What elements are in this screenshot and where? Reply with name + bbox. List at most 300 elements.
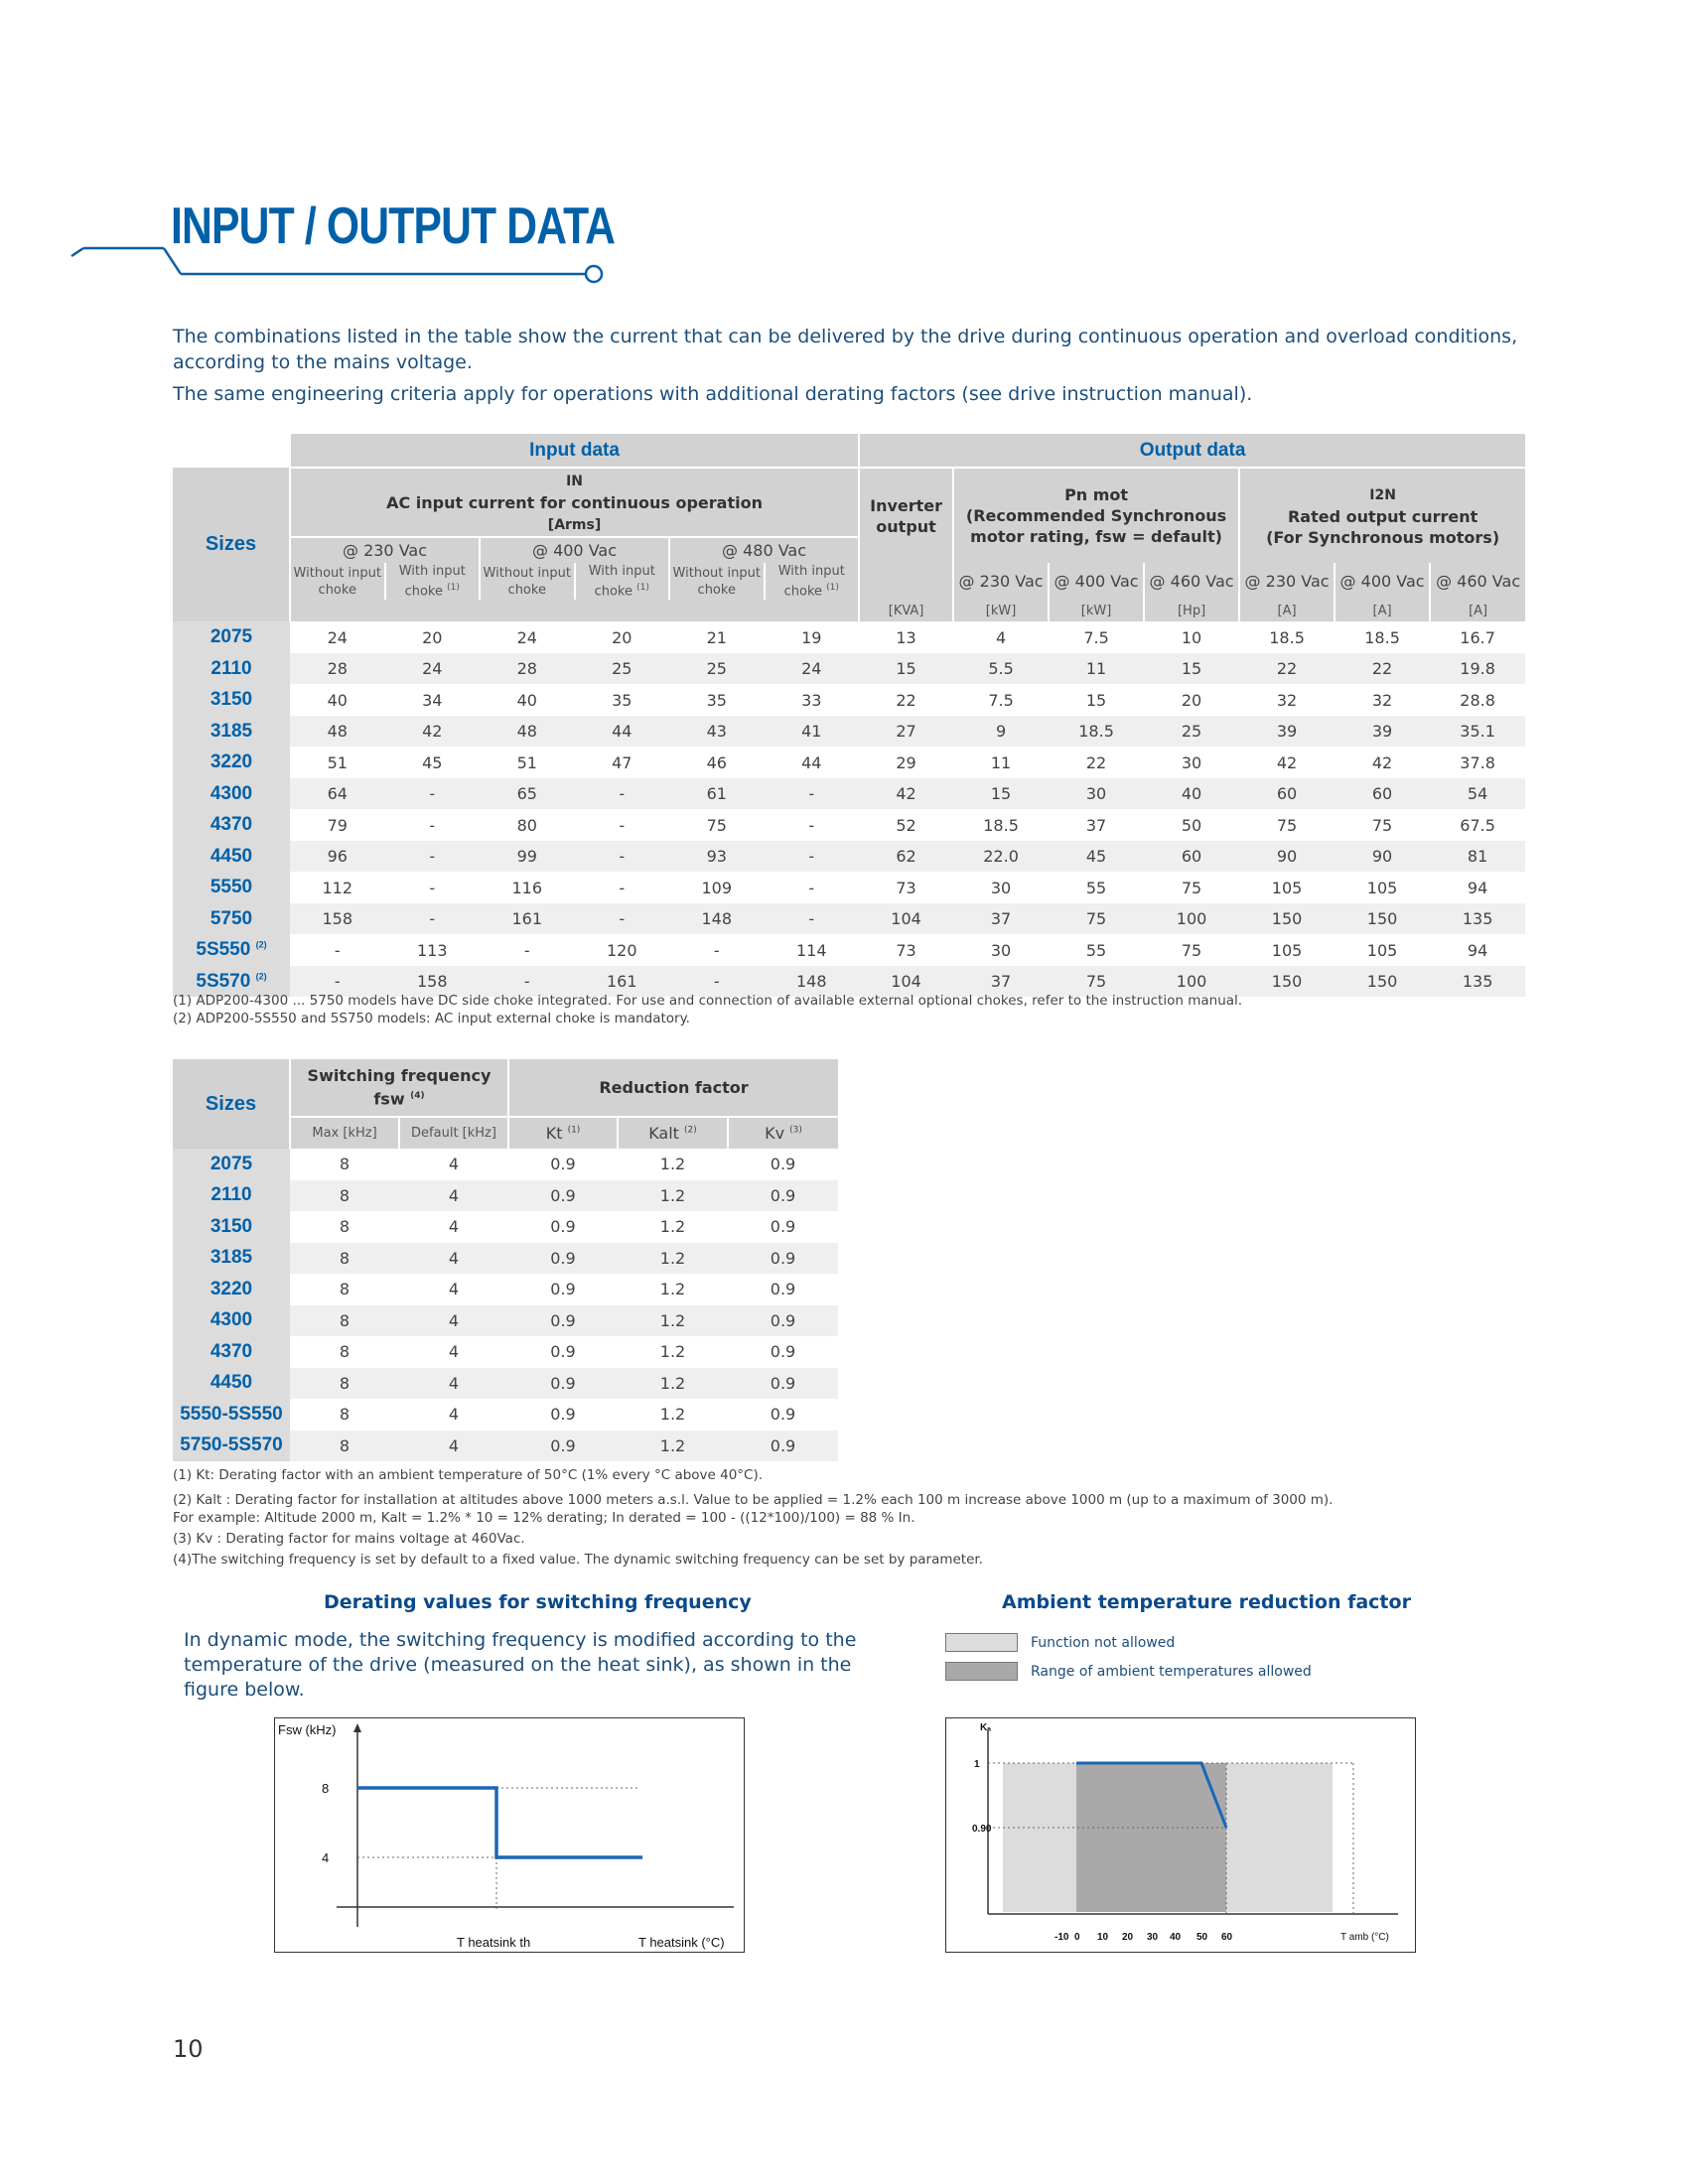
value-cell: 94	[1467, 878, 1488, 897]
i2n-title: I2N	[1369, 487, 1396, 503]
value-cell: 39	[1335, 716, 1430, 748]
value-cell: -	[765, 841, 860, 873]
table-row	[173, 1149, 838, 1180]
value-cell: 64	[290, 778, 385, 810]
pn-mot-title: Pn mot	[1064, 485, 1129, 504]
value-cell: 75	[1276, 815, 1298, 835]
value-cell: 75	[1049, 903, 1144, 935]
in-unit: [Arms]	[547, 516, 602, 533]
max-khz-header: Max [kHz]	[290, 1117, 399, 1149]
legend-swatch-not-allowed	[945, 1633, 1018, 1652]
size-cell: 3185	[173, 1243, 290, 1275]
table-row	[173, 934, 1525, 966]
unit-a-460: [A]	[1430, 600, 1525, 621]
value-cell: -	[808, 815, 815, 835]
y-tick-1: 1	[974, 1759, 980, 1770]
in-400-header: @ 400 Vac	[480, 537, 669, 563]
value-cell: 24	[765, 653, 860, 685]
value-cell: 1.2	[618, 1180, 728, 1212]
value-cell: 148	[669, 903, 765, 935]
value-cell: 0.9	[770, 1280, 796, 1299]
value-cell: 67.5	[1460, 815, 1495, 835]
value-cell: 44	[575, 716, 670, 748]
value-cell: 0.9	[728, 1305, 838, 1337]
value-cell: -	[429, 815, 436, 835]
value-cell: 1.2	[618, 1368, 728, 1400]
value-cell: 75	[1371, 815, 1393, 835]
legend-not-allowed: Function not allowed	[1031, 1635, 1176, 1651]
value-cell: 4	[399, 1431, 508, 1462]
value-cell: 99	[480, 841, 575, 873]
value-cell: 93	[669, 841, 765, 873]
value-cell: 0.9	[550, 1342, 576, 1362]
value-cell: 39	[1239, 716, 1335, 748]
value-cell: 7.5	[1083, 627, 1109, 647]
table2-notes	[173, 1466, 1563, 1569]
value-cell: 75	[1049, 966, 1144, 998]
size-cell: 4450	[173, 1368, 290, 1400]
x-tick-label: 60	[1221, 1932, 1233, 1943]
unit-kw-230: [kW]	[953, 600, 1049, 621]
value-cell: 75	[1181, 878, 1202, 897]
value-cell: 105	[1366, 940, 1398, 960]
value-cell: 7.5	[988, 690, 1014, 710]
value-cell: 112	[322, 878, 353, 897]
in-480-header: @ 480 Vac	[669, 537, 859, 563]
value-cell: 20	[422, 627, 443, 647]
table-row	[173, 1431, 838, 1462]
value-cell: 10	[1181, 627, 1202, 647]
page-title: INPUT / OUTPUT DATA	[171, 198, 616, 255]
intro-text	[173, 324, 1543, 413]
unit-kva: [KVA]	[859, 600, 953, 621]
value-cell: 35	[706, 690, 727, 710]
size-cell: 5550-5S550	[173, 1399, 290, 1431]
switching-frequency-chart-svg	[275, 1718, 744, 1952]
value-cell: -	[385, 841, 481, 873]
value-cell: 100	[1144, 903, 1239, 935]
value-cell: 8	[290, 1368, 399, 1400]
value-cell: 15	[859, 653, 953, 685]
value-cell: 24	[516, 627, 537, 647]
value-cell: 0.9	[770, 1342, 796, 1362]
input-data-header: Input data	[290, 434, 859, 468]
value-cell: 4	[399, 1368, 508, 1400]
switching-frequency-table	[173, 1059, 838, 1461]
value-cell: 37	[953, 903, 1049, 935]
i2n-header	[1239, 468, 1525, 563]
value-cell: 25	[575, 653, 670, 685]
value-cell: -	[669, 966, 765, 998]
value-cell: 0.9	[728, 1243, 838, 1275]
kalt-header: Kalt $^{(2)}$	[618, 1117, 728, 1149]
table-row	[173, 872, 1525, 903]
x-tick-label: 10	[1097, 1932, 1109, 1943]
inverter-output-header: Inverter output	[859, 468, 953, 563]
value-cell: 25	[669, 653, 765, 685]
value-cell: 1.2	[659, 1155, 686, 1174]
value-cell: 35.1	[1430, 716, 1525, 748]
value-cell: 150	[1335, 903, 1430, 935]
value-cell: 50	[1181, 815, 1202, 835]
value-cell: 120	[606, 940, 637, 960]
size-cell: 3220	[173, 747, 290, 778]
fsw-axis-label: Fsw (kHz)	[278, 1722, 337, 1737]
value-cell: 0.9	[508, 1368, 618, 1400]
value-cell: -	[808, 878, 815, 897]
value-cell: 55	[1085, 878, 1107, 897]
unit-hp: [Hp]	[1144, 600, 1239, 621]
value-cell: 90	[1335, 841, 1430, 873]
value-cell: 18.5	[1364, 627, 1400, 647]
value-cell: 1.2	[659, 1217, 686, 1237]
value-cell: 24	[385, 653, 481, 685]
value-cell: -	[619, 815, 626, 835]
value-cell: -	[429, 878, 436, 897]
x-tick-label: 40	[1170, 1932, 1182, 1943]
value-cell: 0.9	[770, 1217, 796, 1237]
value-cell: 42	[1371, 752, 1393, 772]
ambient-title: Ambient temperature reduction factor	[1002, 1591, 1411, 1613]
derating-text: In dynamic mode, the switching frequency is modified according to the temperature of the drive (measured on the heat sink), as shown in the figure below.	[184, 1629, 857, 1701]
value-cell: 135	[1430, 966, 1525, 998]
value-cell: 8	[339, 1217, 351, 1237]
value-cell: 55	[1085, 940, 1107, 960]
table-row	[173, 653, 1525, 685]
table1-note-2: (2) ADP200-5S550 and 5S750 models: AC input external choke is mandatory.	[173, 1011, 690, 1026]
value-cell: 30	[990, 940, 1012, 960]
i2n-description-2: (For Synchronous motors)	[1266, 528, 1500, 547]
size-cell: 5S550 $^{(2)}$	[173, 934, 290, 966]
value-cell: 15	[953, 778, 1049, 810]
tick-4: 4	[322, 1850, 330, 1865]
value-cell: 73	[896, 940, 916, 960]
value-cell: 46	[706, 752, 727, 772]
value-cell: 60	[1144, 841, 1239, 873]
value-cell: -	[619, 878, 626, 897]
fsw-series-line	[357, 1788, 642, 1857]
value-cell: 150	[1239, 966, 1335, 998]
table-row	[173, 841, 1525, 873]
value-cell: 75	[1181, 940, 1202, 960]
value-cell: 60	[1335, 778, 1430, 810]
table2-note-3: For example: Altitude 2000 m, Kalt = 1.2% * 10 = 12% derating; In derated = 100 - ((12*100)/100) = 88 % In.	[173, 1510, 915, 1526]
value-cell: 1.2	[659, 1280, 686, 1299]
table-row	[173, 1274, 838, 1305]
y-tick-090: 0.90	[972, 1824, 992, 1835]
size-cell: 3220	[173, 1274, 290, 1305]
value-cell: 42	[1276, 752, 1298, 772]
table-row	[173, 1211, 838, 1243]
value-cell: 4	[448, 1155, 460, 1174]
value-cell: 30	[1181, 752, 1202, 772]
value-cell: 21	[706, 627, 727, 647]
value-cell: 42	[859, 778, 953, 810]
size-cell: 5550	[173, 872, 290, 903]
value-cell: -	[575, 903, 670, 935]
value-cell: 47	[612, 752, 633, 772]
value-cell: 158	[290, 903, 385, 935]
value-cell: 18.5	[1269, 627, 1305, 647]
value-cell: 8	[290, 1305, 399, 1337]
switching-frequency-chart	[274, 1717, 745, 1953]
value-cell: 13	[896, 627, 916, 647]
value-cell: 0.9	[728, 1180, 838, 1212]
value-cell: -	[765, 778, 860, 810]
value-cell: 109	[701, 878, 733, 897]
value-cell: -	[290, 966, 385, 998]
value-cell: -	[480, 966, 575, 998]
value-cell: 30	[1049, 778, 1144, 810]
size-cell: 5750	[173, 903, 290, 935]
i2n-description: Rated output current	[1287, 507, 1478, 526]
value-cell: 104	[859, 903, 953, 935]
derating-title: Derating values for switching frequency	[324, 1591, 752, 1613]
table2-note-4: (3) Kv : Derating factor for mains voltage at 460Vac.	[173, 1531, 525, 1547]
y-axis-arrow	[353, 1723, 361, 1732]
pn-mot-header	[953, 468, 1239, 563]
value-cell: 20	[612, 627, 633, 647]
without-choke-230: Without input choke	[290, 563, 385, 600]
size-cell: 3185	[173, 716, 290, 748]
value-cell: 105	[1271, 878, 1303, 897]
value-cell: 0.9	[770, 1405, 796, 1425]
size-cell: 2075	[173, 1149, 290, 1180]
value-cell: 4	[399, 1243, 508, 1275]
value-cell: 0.9	[508, 1305, 618, 1337]
th-label: T heatsink th	[457, 1935, 531, 1950]
value-cell: 54	[1430, 778, 1525, 810]
in-header	[290, 468, 859, 537]
size-cell: 3150	[173, 684, 290, 716]
intro-paragraph-1: The combinations listed in the table show the current that can be delivered by the drive during continuous operation and overload conditions, according to the mains voltage.	[173, 326, 1518, 373]
value-cell: 11	[990, 752, 1012, 772]
value-cell: 65	[480, 778, 575, 810]
value-cell: -	[713, 940, 720, 960]
value-cell: 20	[1181, 690, 1202, 710]
value-cell: 35	[612, 690, 633, 710]
sizes-header: Sizes	[173, 468, 290, 621]
value-cell: 105	[1366, 878, 1398, 897]
page-number: 10	[173, 2035, 204, 2063]
value-cell: 27	[859, 716, 953, 748]
value-cell: 8	[339, 1405, 351, 1425]
value-cell: 4	[448, 1217, 460, 1237]
size-cell: 5S570 $^{(2)}$	[173, 966, 290, 998]
value-cell: 113	[416, 940, 448, 960]
i2n-400-header: @ 400 Vac	[1335, 563, 1430, 600]
value-cell: 1.2	[618, 1243, 728, 1275]
table2-note-1: (1) Kt: Derating factor with an ambient temperature of 50°C (1% every °C above 40°C).	[173, 1467, 764, 1483]
size-cell: 3150	[173, 1211, 290, 1243]
in-description: AC input current for continuous operation	[386, 492, 763, 512]
sizes-header-2: Sizes	[173, 1059, 290, 1149]
with-choke-230: With input choke $^{(1)}$	[385, 563, 481, 600]
value-cell: 73	[896, 878, 916, 897]
x-tick-label: 50	[1196, 1932, 1208, 1943]
value-cell: 0.9	[770, 1155, 796, 1174]
table-row	[173, 1180, 838, 1212]
value-cell: 8	[290, 1180, 399, 1212]
value-cell: 4	[399, 1305, 508, 1337]
value-cell: -	[385, 778, 481, 810]
size-cell: 4300	[173, 778, 290, 810]
value-cell: 37	[953, 966, 1049, 998]
value-cell: 75	[706, 815, 727, 835]
in-symbol: IN	[566, 473, 583, 489]
value-cell: 43	[669, 716, 765, 748]
value-cell: 100	[1144, 966, 1239, 998]
value-cell: 79	[327, 815, 348, 835]
value-cell: 45	[1049, 841, 1144, 873]
value-cell: 40	[516, 690, 537, 710]
value-cell: 8	[339, 1280, 351, 1299]
value-cell: 19	[801, 627, 822, 647]
table-row	[173, 747, 1525, 778]
value-cell: 44	[801, 752, 822, 772]
kv-header: Kv $^{(3)}$	[728, 1117, 838, 1149]
value-cell: 4	[399, 1180, 508, 1212]
x-axis-label: T amb (°C)	[1340, 1932, 1389, 1943]
value-cell: 90	[1239, 841, 1335, 873]
value-cell: 1.2	[618, 1305, 728, 1337]
table1-note-1: (1) ADP200-4300 ... 5750 models have DC side choke integrated. For use and connection of available external optional chokes, refer to the instruction manual.	[173, 993, 1243, 1009]
table-row	[173, 1243, 838, 1275]
value-cell: 16.7	[1460, 627, 1495, 647]
x-tick-label: -10	[1055, 1932, 1069, 1943]
value-cell: 161	[480, 903, 575, 935]
value-cell: 148	[765, 966, 860, 998]
value-cell: 0.9	[550, 1155, 576, 1174]
value-cell: 28	[290, 653, 385, 685]
value-cell: 0.9	[728, 1368, 838, 1400]
value-cell: 4	[448, 1405, 460, 1425]
value-cell: 37.8	[1460, 752, 1495, 772]
input-output-table	[173, 434, 1525, 997]
unit-a-400: [A]	[1335, 600, 1430, 621]
value-cell: 105	[1271, 940, 1303, 960]
value-cell: 150	[1239, 903, 1335, 935]
table-row	[173, 809, 1525, 841]
value-cell: 4	[995, 627, 1007, 647]
value-cell: 41	[765, 716, 860, 748]
value-cell: 0.9	[550, 1280, 576, 1299]
value-cell: -	[334, 940, 341, 960]
pn-460-header: @ 460 Vac	[1144, 563, 1239, 600]
value-cell: 42	[385, 716, 481, 748]
value-cell: 22	[1335, 653, 1430, 685]
intro-paragraph-2: The same engineering criteria apply for operations with additional derating factors (see drive instruction manual).	[173, 383, 1253, 405]
size-cell: 4300	[173, 1305, 290, 1337]
size-cell: 4370	[173, 1336, 290, 1368]
y-axis-label: Kₐ	[980, 1722, 991, 1733]
value-cell: 5.5	[953, 653, 1049, 685]
value-cell: 8	[290, 1431, 399, 1462]
pn-230-header: @ 230 Vac	[953, 563, 1049, 600]
size-cell: 4370	[173, 809, 290, 841]
size-cell: 5750-5S570	[173, 1431, 290, 1462]
default-khz-header: Default [kHz]	[399, 1117, 508, 1149]
value-cell: 29	[896, 752, 916, 772]
value-cell: -	[523, 940, 530, 960]
value-cell: -	[575, 778, 670, 810]
size-cell: 2075	[173, 621, 290, 653]
reduction-factor-header: Reduction factor	[508, 1059, 838, 1117]
value-cell: -	[385, 903, 481, 935]
legend-swatch-range	[945, 1662, 1018, 1681]
i2n-460-header: @ 460 Vac	[1430, 563, 1525, 600]
table-row	[173, 1368, 838, 1400]
table-row	[173, 716, 1525, 748]
value-cell: -	[765, 903, 860, 935]
size-cell: 2110	[173, 653, 290, 685]
table-row	[173, 903, 1525, 935]
value-cell: 52	[896, 815, 916, 835]
value-cell: 161	[575, 966, 670, 998]
value-cell: 0.9	[508, 1431, 618, 1462]
value-cell: 9	[953, 716, 1049, 748]
table-row	[173, 684, 1525, 716]
switching-frequency-header: Switching frequency fsw $^{(4)}$	[290, 1059, 508, 1117]
x-tick-labels	[1055, 1932, 1233, 1943]
value-cell: 18.5	[1049, 716, 1144, 748]
value-cell: 81	[1430, 841, 1525, 873]
value-cell: 0.9	[550, 1217, 576, 1237]
value-cell: 60	[1239, 778, 1335, 810]
value-cell: 18.5	[983, 815, 1019, 835]
value-cell: 22.0	[953, 841, 1049, 873]
allowed-area	[1076, 1763, 1226, 1912]
value-cell: 25	[1144, 716, 1239, 748]
pn-mot-description: (Recommended Synchronous motor rating, fsw = default)	[965, 506, 1227, 546]
value-cell: 40	[1144, 778, 1239, 810]
x-tick-label: 0	[1074, 1932, 1080, 1943]
value-cell: 40	[327, 690, 348, 710]
value-cell: 1.2	[659, 1405, 686, 1425]
unit-a-230: [A]	[1239, 600, 1335, 621]
table1-notes	[173, 992, 1563, 1027]
tick-8: 8	[322, 1781, 330, 1796]
table-row	[173, 621, 1525, 653]
value-cell: 8	[290, 1243, 399, 1275]
table2-note-5: (4)The switching frequency is set by default to a fixed value. The dynamic switching frequency can be set by parameter.	[173, 1552, 984, 1568]
size-cell: 2110	[173, 1180, 290, 1212]
value-cell: 32	[1371, 690, 1393, 710]
value-cell: 11	[1049, 653, 1144, 685]
x-tick-label: 30	[1147, 1932, 1159, 1943]
value-cell: 22	[1085, 752, 1107, 772]
value-cell: 4	[448, 1342, 460, 1362]
without-choke-400: Without input choke	[480, 563, 575, 600]
value-cell: 1.2	[618, 1431, 728, 1462]
value-cell: 116	[511, 878, 543, 897]
with-choke-400: With input choke $^{(1)}$	[575, 563, 670, 600]
value-cell: 22	[1239, 653, 1335, 685]
value-cell: 30	[990, 878, 1012, 897]
value-cell: 19.8	[1430, 653, 1525, 685]
legend-range: Range of ambient temperatures allowed	[1031, 1664, 1312, 1680]
value-cell: 15	[1144, 653, 1239, 685]
value-cell: 22	[896, 690, 916, 710]
value-cell: -	[575, 841, 670, 873]
with-choke-480: With input choke $^{(1)}$	[765, 563, 860, 600]
value-cell: 33	[801, 690, 822, 710]
value-cell: 150	[1335, 966, 1430, 998]
table-row	[173, 778, 1525, 810]
value-cell: 114	[796, 940, 827, 960]
in-230-header: @ 230 Vac	[290, 537, 480, 563]
value-cell: 15	[1085, 690, 1107, 710]
